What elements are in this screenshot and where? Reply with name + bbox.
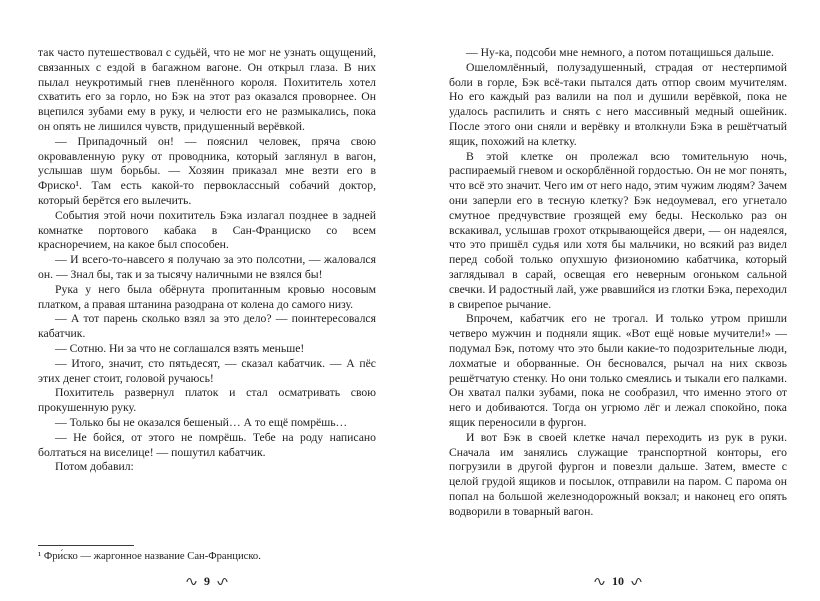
footnote-text: ¹ Фри́ско — жаргонное название Сан-Франциско. <box>38 551 261 562</box>
paragraph: — Ну-ка, подсоби мне немного, а потом потащишься дальше. <box>466 46 774 59</box>
folio-left <box>38 574 376 589</box>
paragraph: И вот Бэк в своей клетке начал переходить из рук в руки. Сначала им занялись служащие транспортной конторы, его погрузили в другой фургон и повезли дальше. Затем, вместе с целой грудой ящиков и посылок, отправили на паром. С парома он попал на большой железнодорожный вокзал; и наконец его опять водворили в товарный вагон. <box>449 430 787 518</box>
paragraph: Похититель развернул платок и стал осматривать свою прокушенную руку. <box>38 386 376 415</box>
paragraph: — Сотню. Ни за что не соглашался взять меньше! <box>55 341 305 355</box>
page-left-text <box>38 46 376 475</box>
page-number-left: 9 <box>204 574 210 588</box>
paragraph: Рука у него была обёрнута пропитанным кровью носовым платком, а правая штанина разодрана от колена до самого низу. <box>38 282 376 311</box>
page-right-text <box>449 46 787 520</box>
footnote-block <box>38 545 376 563</box>
page-right <box>449 46 787 589</box>
folio-ornament-right-icon <box>217 577 228 586</box>
paragraph: — Итого, значит, сто пятьдесят, — сказал кабатчик. — А пёс этих денег стоит, головой ручаюсь! <box>38 356 376 385</box>
folio-ornament-right-icon <box>631 577 642 586</box>
paragraph: — А тот парень сколько взял за это дело? — поинтересовался кабатчик. <box>38 312 376 341</box>
page-left <box>38 46 376 589</box>
page-number-right: 10 <box>612 574 624 588</box>
paragraph: Впрочем, кабатчик его не трогал. И только утром пришли четверо мужчин и подняли ящик. «Вот ещё новые мучители!» — подумал Бэк, потому что это были какие-то подозрительные люди, лохматые и оборванные. Он бесновался, рычал на них сквозь решётчатую стенку. Но они только смеялись и тыкали его палками. Он хватал палки зубами, пока не сообразил, что именно этого от него и добиваются. Тогда он угрюмо лёг и лежал спокойно, пока ящик переносили в фургон. <box>449 312 787 429</box>
folio-ornament-left-icon <box>186 577 197 586</box>
paragraph: — Только бы не оказался бешеный… А то ещё помрёшь… <box>55 415 348 429</box>
footnote-divider <box>38 545 134 546</box>
paragraph: Потом добавил: <box>55 460 134 474</box>
paragraph: — И всего-то-навсего я получаю за это полсотни, — жаловался он. — Знал бы, так и за тысячу наличными не взялся бы! <box>38 253 376 281</box>
paragraph: — Не бойся, от этого не помрёшь. Тебе на роду написано болтаться на виселице! — пошутил кабатчик. <box>38 430 376 459</box>
paragraph: События этой ночи похититель Бэка излагал позднее в задней комнатке портового кабака в Сан-Франциско со всем красноречием, на какое был способен. <box>38 208 376 252</box>
paragraph: В этой клетке он пролежал всю томительную ночь, распираемый гневом и оскорблённой гордостью. Он не мог понять, что всё это значит. Чего им от него надо, этим чужим людям? Зачем они заперли его в тесную клетку? Бэк недоумевал, его угнетало смутное предчувствие грозящей ему беды. Несколько раз он вскакивал, услышав грохот открывающейся двери, — он надеялся, что это пришёл судья или хотя бы мальчики, но всякий раз видел перед собой только опухшую физиономию кабатчика, который заглядывал в сарай, освещая его неверным огоньком сальной свечки. И радостный лай, уже рвавшийся из глотки Бэка, переходил в свирепое рычание. <box>449 149 787 311</box>
paragraph: Ошеломлённый, полузадушенный, страдая от нестерпимой боли в горле, Бэк всё-таки пытался дать отпор своим мучителям. Но его каждый раз валили на пол и душили верёвкой, пока не удалось распилить и снять с него массивный медный ошейник. После этого они сняли и верёвку и втолкнули Бэка в решётчатый ящик, похожий на клетку. <box>449 60 787 148</box>
paragraph: так часто путешествовал с судьёй, что не мог не узнать ощущений, связанных с ездой в багажном вагоне. Он открыл глаза. В них пылал неукротимый гнев пленённого короля. Похититель хотел схватить его за горло, но Бэк на этот раз оказался проворнее. Он вцепился зубами ему в руку, и челюсти его не размыкались, пока он опять не лишился чувств, придушенный верёвкой. <box>38 46 376 133</box>
paragraph: — Припадочный он! — пояснил человек, пряча свою окровавленную руку от проводника, который заглянул в вагон, услышав шум борьбы. — Хозяин приказал мне везти его в Фриско¹. Там есть какой-то первоклассный собачий доктор, который берётся его вылечить. <box>38 134 376 207</box>
folio-ornament-left-icon <box>594 577 605 586</box>
folio-right <box>449 574 787 589</box>
